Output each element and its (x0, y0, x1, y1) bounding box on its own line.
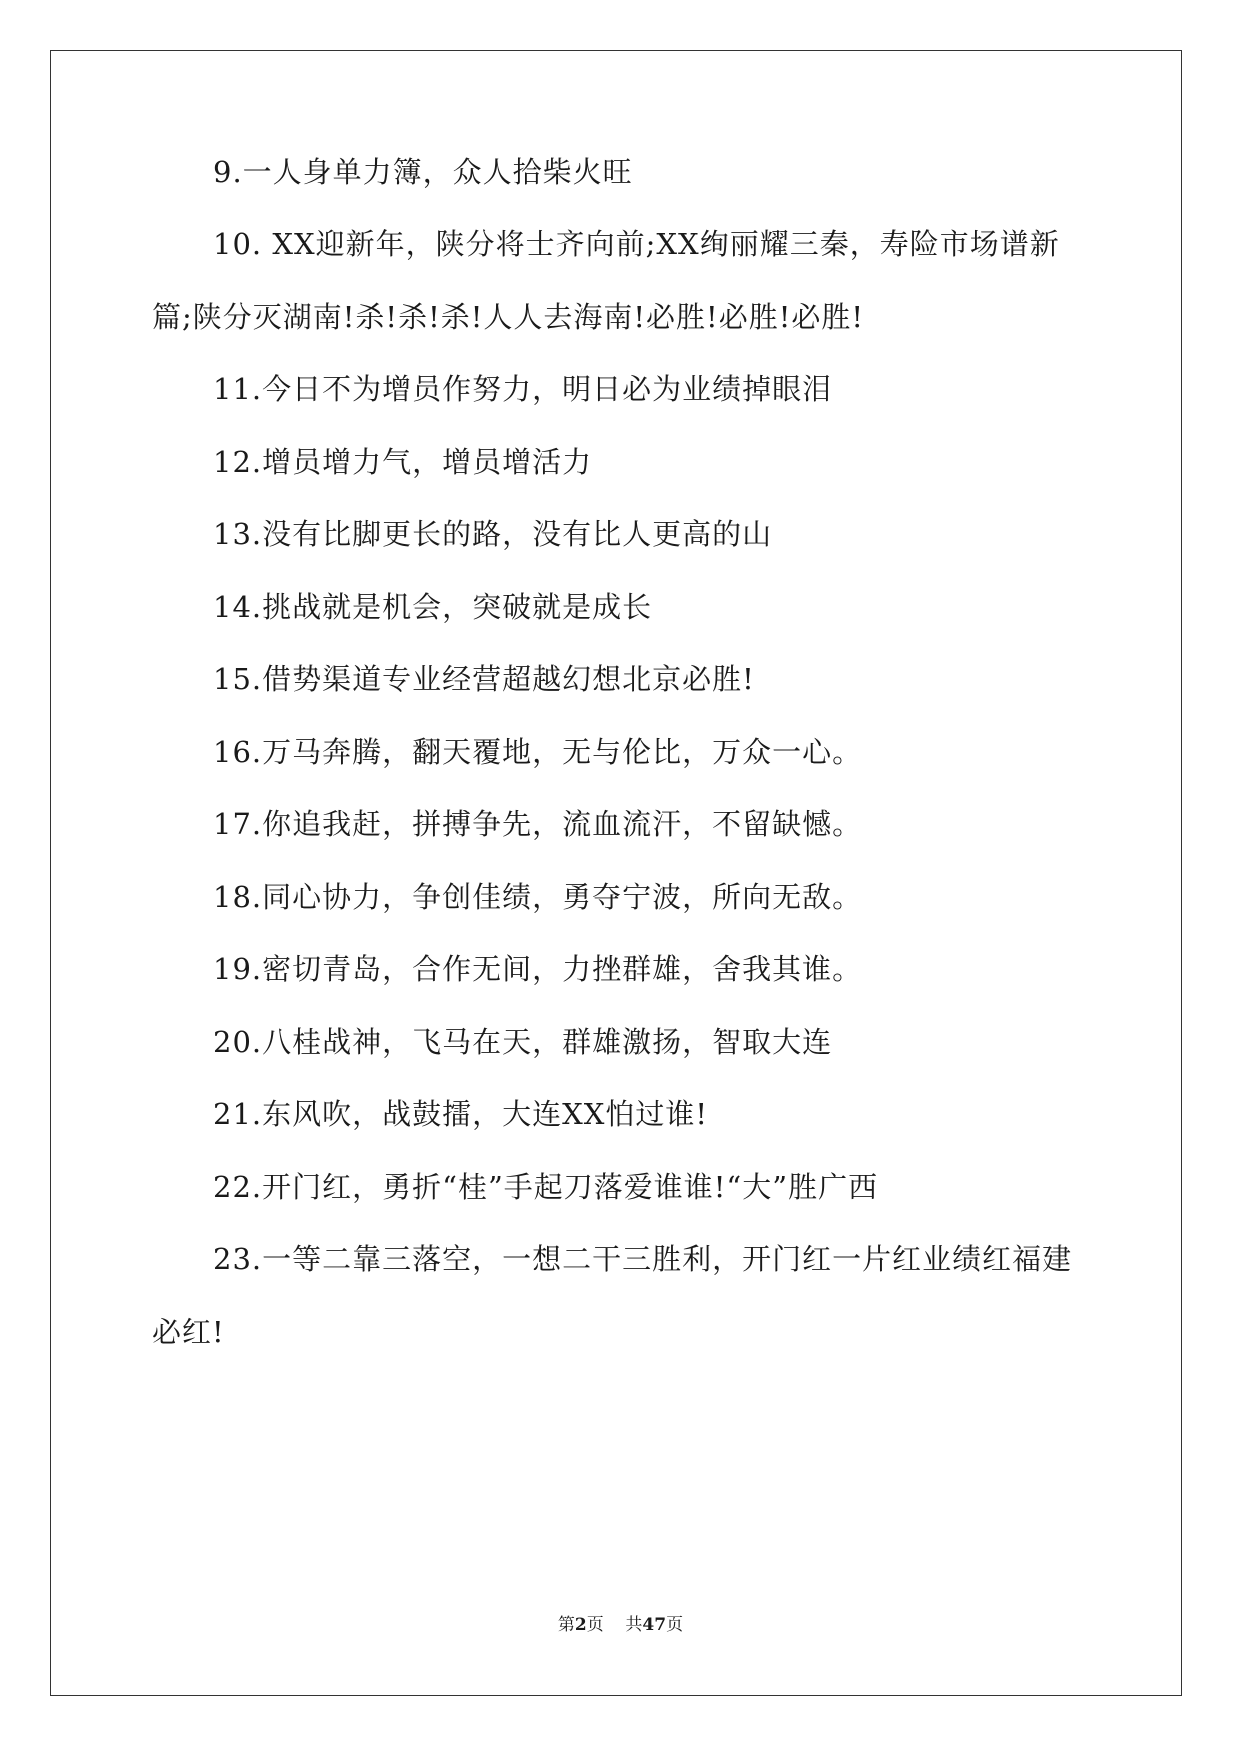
total-pages: 47 (642, 1615, 667, 1635)
paragraph-line: 22.开门红，勇折“桂”手起刀落爱谁谁!“大”胜广西 (213, 1170, 879, 1204)
paragraph-line: 15.借势渠道专业经营超越幻想北京必胜! (213, 662, 755, 696)
paragraph-line: 9.一人身单力簿，众人拾柴火旺 (213, 155, 633, 189)
paragraph-line: 必红! (152, 1315, 225, 1349)
paragraph-line: 13.没有比脚更长的路，没有比人更高的山 (213, 517, 773, 551)
paragraph-line: 21.东风吹，战鼓擂，大连XX怕过谁! (213, 1097, 709, 1131)
page-number: 2 (574, 1615, 587, 1635)
paragraph-line: 11.今日不为增员作努力，明日必为业绩掉眼泪 (213, 372, 833, 406)
page-footer (0, 1613, 1241, 1637)
footer-total-suffix: 页 (666, 1615, 684, 1635)
paragraph-line: 10. XX迎新年，陕分将士齐向前;XX绚丽耀三秦，寿险市场谱新 (213, 227, 1060, 261)
paragraph-line: 17.你追我赶，拼搏争先，流血流汗，不留缺憾。 (213, 807, 863, 841)
paragraph-line: 23.一等二靠三落空，一想二干三胜利，开门红一片红业绩红福建 (213, 1242, 1073, 1276)
paragraph-line: 20.八桂战神，飞马在天，群雄激扬，智取大连 (213, 1025, 833, 1059)
paragraph-line: 18.同心协力，争创佳绩，勇夺宁波，所向无敌。 (213, 880, 863, 914)
paragraph-line: 篇;陕分灭湖南!杀!杀!杀!人人去海南!必胜!必胜!必胜! (152, 300, 865, 334)
paragraph-line: 16.万马奔腾，翻天覆地，无与伦比，万众一心。 (213, 735, 863, 769)
footer-page-suffix: 页 (586, 1615, 604, 1635)
footer-total-prefix: 共 (625, 1615, 643, 1635)
paragraph-line: 12.增员增力气，增员增活力 (213, 445, 593, 479)
paragraph-line: 19.密切青岛，合作无间，力挫群雄，舍我其谁。 (213, 952, 863, 986)
footer-prefix: 第 (557, 1615, 575, 1635)
paragraph-line: 14.挑战就是机会，突破就是成长 (213, 590, 653, 624)
